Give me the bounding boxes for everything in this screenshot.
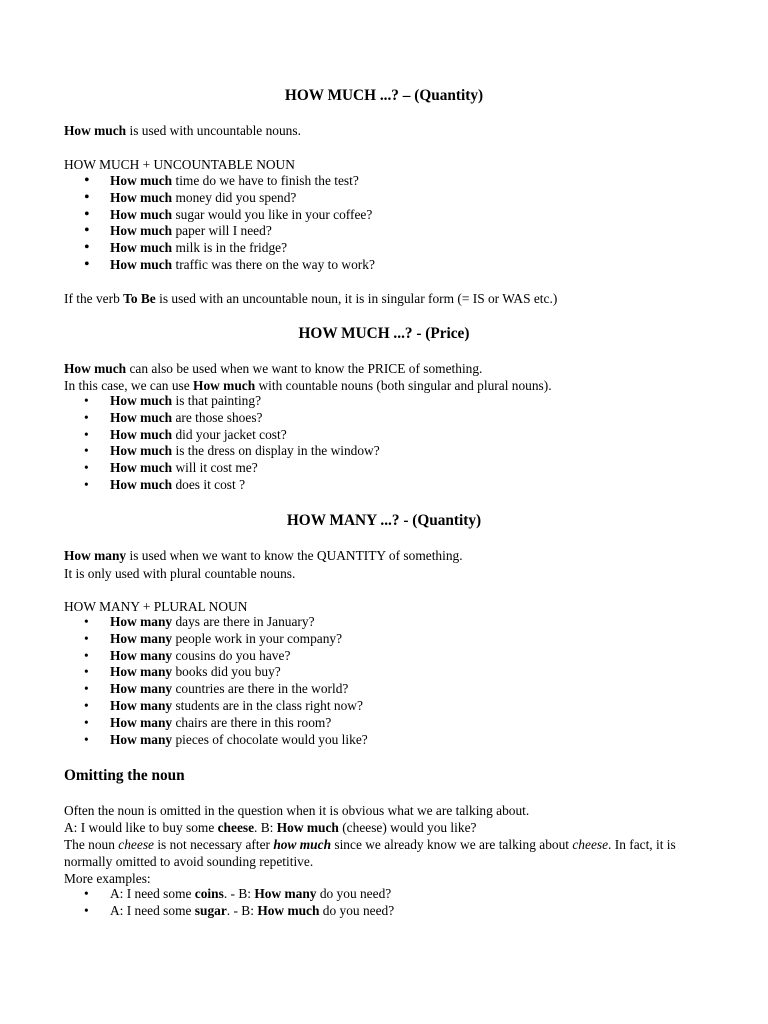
heading-omitting-the-noun: Omitting the noun — [64, 767, 185, 784]
list-item: • How much money did you spend? — [84, 188, 297, 206]
list-item: • How much are those shoes? — [84, 409, 263, 425]
list-item: • How much traffic was there on the way to work? — [84, 255, 375, 273]
list-item: • How much time do we have to finish the test? — [84, 172, 359, 189]
bullet-icon: • — [84, 647, 89, 663]
list-item: • How much will it cost me? — [84, 460, 258, 476]
list-item: • How many people work in your company? — [84, 630, 343, 646]
list-item: • How many days are there in January? — [84, 614, 315, 629]
bullet-icon: • — [84, 731, 89, 747]
list-item: • How many pieces of chocolate would you like? — [84, 731, 368, 747]
omit-paragraph-4: More examples: — [64, 871, 151, 886]
list-item: • How many cousins do you have? — [84, 647, 291, 663]
intro-line: How much is used with uncountable nouns. — [64, 123, 301, 138]
bullet-icon: • — [84, 614, 89, 629]
price-line-1: How much can also be used when we want to know the PRICE of something. — [64, 361, 483, 376]
list-item: • How much paper will I need? — [84, 222, 272, 240]
bullet-icon: • — [84, 664, 89, 680]
list-item: • How much did your jacket cost? — [84, 426, 287, 442]
bullet-icon: • — [84, 630, 89, 646]
price-line-2: In this case, we can use How much with countable nouns (both singular and plural nouns). — [64, 378, 552, 393]
list-item: • How many students are in the class right now? — [84, 697, 363, 713]
note-line: If the verb To Be is used with an uncountable noun, it is in singular form (= IS or WAS etc.) — [64, 291, 558, 306]
bullet-icon: • — [84, 443, 89, 459]
example-list-omit — [0, 886, 394, 920]
bold-phrase: How much — [64, 123, 127, 138]
list-item: • How much does it cost ? — [84, 476, 246, 492]
list-item: • How much is that painting? — [84, 393, 262, 408]
omit-paragraph-1: Often the noun is omitted in the question when it is obvious what we are talking about. — [64, 803, 530, 818]
bullet-icon: • — [84, 255, 90, 273]
bullet-icon: • — [84, 460, 89, 476]
formula-line: HOW MANY + PLURAL NOUN — [64, 599, 248, 614]
many-line-1: How many is used when we want to know the QUANTITY of something. — [64, 548, 463, 563]
bullet-icon: • — [84, 426, 89, 442]
bullet-icon: • — [84, 172, 90, 189]
bullet-icon: • — [84, 409, 89, 425]
bullet-icon: • — [84, 188, 90, 206]
bullet-icon: • — [84, 902, 89, 918]
bullet-icon: • — [84, 205, 90, 223]
bullet-icon: • — [84, 697, 89, 713]
example-list-how-much — [0, 173, 375, 274]
bullet-icon: • — [84, 681, 89, 697]
list-item: • How many countries are there in the world? — [84, 681, 349, 697]
bullet-icon: • — [84, 239, 90, 257]
section-title-how-many-quantity: HOW MANY ...? - (Quantity) — [286, 512, 482, 529]
list-item: • How much is the dress on display in the window? — [84, 443, 380, 459]
example-list-price — [0, 393, 380, 494]
list-item: • How many books did you buy? — [84, 664, 281, 680]
list-item: • How much milk is in the fridge? — [84, 239, 288, 257]
example-list-how-many — [0, 614, 368, 748]
list-item: • How many chairs are there in this room? — [84, 714, 332, 730]
list-item: • A: I need some sugar. - B: How much do you need? — [84, 902, 395, 918]
bullet-icon: • — [84, 476, 89, 492]
many-line-2: It is only used with plural countable nouns. — [64, 566, 296, 581]
formula-line: HOW MUCH + UNCOUNTABLE NOUN — [64, 157, 295, 172]
list-item: • How much sugar would you like in your coffee? — [84, 205, 373, 223]
bullet-icon: • — [84, 222, 90, 240]
list-item: • A: I need some coins. - B: How many do you need? — [84, 886, 392, 901]
section-title-how-much-quantity: HOW MUCH ...? – (Quantity) — [284, 87, 484, 104]
omit-paragraph-3: The noun cheese is not necessary after how much since we already know we are talking about cheese. In fact, it is normally omitted to avoid sounding repetitive. — [64, 837, 676, 869]
bullet-icon: • — [84, 886, 89, 901]
bullet-icon: • — [84, 393, 89, 408]
section-title-how-much-price: HOW MUCH ...? - (Price) — [298, 325, 470, 342]
bullet-icon: • — [84, 714, 89, 730]
omit-paragraph-2: A: I would like to buy some cheese. B: How much (cheese) would you like? — [64, 820, 477, 835]
